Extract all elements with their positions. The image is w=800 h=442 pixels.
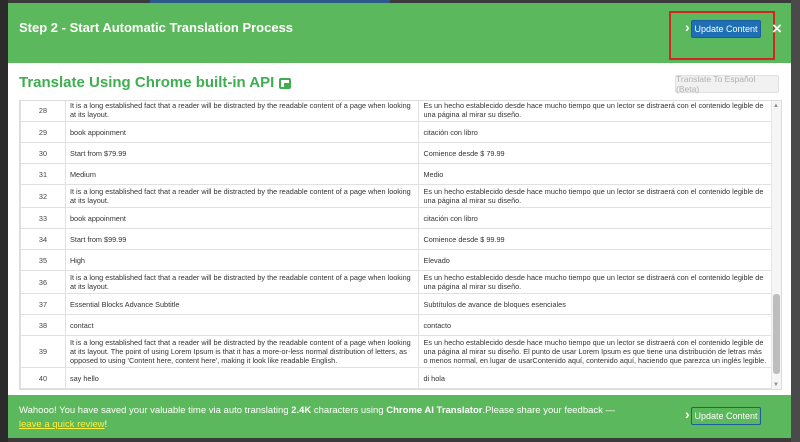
chevron-right-icon: › <box>685 406 791 438</box>
chevron-right-icon: › <box>685 19 690 35</box>
source-text: Start from $79.99 <box>65 143 419 164</box>
translated-text[interactable]: citación con libro <box>419 122 772 143</box>
table-row <box>21 336 772 368</box>
source-text: It is a long established fact that a reader will be distracted by the readable content of a page when looking at its layout. <box>65 185 419 208</box>
table-row <box>21 185 772 208</box>
row-number: 40 <box>21 368 66 389</box>
translation-table <box>20 100 772 389</box>
translation-table-container[interactable] <box>19 100 782 390</box>
translated-text[interactable]: Es un hecho establecido desde hace mucho tiempo que un lector se distraerá con el contenido legible de una página al mirar su diseño. <box>419 185 772 208</box>
translated-text[interactable]: Medio <box>419 164 772 185</box>
row-number: 35 <box>21 250 66 271</box>
feedback-text-part: ! <box>104 419 108 430</box>
table-row <box>21 315 772 336</box>
translated-text[interactable]: contacto <box>419 315 772 336</box>
translated-text[interactable]: Subtítulos de avance de bloques esenciales <box>419 294 772 315</box>
source-text: contact <box>65 315 419 336</box>
translation-modal <box>8 3 791 438</box>
feedback-text-part: Wahooo! You have saved your valuable time via auto translating <box>19 405 292 416</box>
modal-footer <box>8 395 791 438</box>
table-row <box>21 100 772 122</box>
translated-text[interactable]: Comience desde $ 99.99 <box>419 229 772 250</box>
row-number: 31 <box>21 164 66 185</box>
scroll-up-icon[interactable]: ▲ <box>773 103 779 109</box>
row-number: 29 <box>21 122 66 143</box>
translated-text[interactable]: Es un hecho establecido desde hace mucho tiempo que un lector se distraerá con el contenido legible de una página al mirar su diseño. <box>419 271 772 294</box>
translated-text[interactable]: Comience desde $ 79.99 <box>419 143 772 164</box>
source-text: High <box>65 250 419 271</box>
row-number: 37 <box>21 294 66 315</box>
translated-text[interactable]: Elevado <box>419 250 772 271</box>
modal-title: Step 2 - Start Automatic Translation Process <box>19 20 294 35</box>
section-title <box>19 74 291 91</box>
row-number: 30 <box>21 143 66 164</box>
translated-text[interactable]: citación con libro <box>419 208 772 229</box>
update-content-button[interactable]: Update Content <box>691 20 761 38</box>
row-number: 39 <box>21 336 66 368</box>
tool-name: Chrome AI Translator <box>386 405 483 416</box>
table-row <box>21 143 772 164</box>
backdrop-right <box>791 0 800 442</box>
character-count: 2.4K <box>291 405 312 416</box>
table-row <box>21 122 772 143</box>
row-number: 33 <box>21 208 66 229</box>
row-number: 36 <box>21 271 66 294</box>
table-row <box>21 368 772 389</box>
table-row <box>21 164 772 185</box>
source-text: Start from $99.99 <box>65 229 419 250</box>
section-title-text: Translate Using Chrome built-in API <box>19 74 275 91</box>
source-text: Medium <box>65 164 419 185</box>
backdrop-left <box>0 0 8 442</box>
translated-text[interactable]: Es un hecho establecido desde hace mucho tiempo que un lector se distraerá con el contenido legible de una página al mirar su diseño. <box>419 100 772 122</box>
source-text: book appoinment <box>65 208 419 229</box>
translate-icon <box>279 78 291 89</box>
source-text: It is a long established fact that a reader will be distracted by the readable content of a page when looking at its layout. <box>65 271 419 294</box>
modal-header <box>8 3 791 63</box>
scrollbar-thumb[interactable] <box>773 294 780 374</box>
row-number: 32 <box>21 185 66 208</box>
table-scrollbar[interactable] <box>771 101 781 389</box>
source-text: say hello <box>65 368 419 389</box>
scroll-down-icon[interactable]: ▼ <box>773 382 779 388</box>
translated-text[interactable]: Es un hecho establecido desde hace mucho tiempo que un lector se distraerá con el contenido legible de una página al mirar su diseño. El punto de usar Lorem Ipsum es que tiene una distribución de letras más o menos normal, en lugar de usarContenido aquí, contenido aquí, haciendo que parezca un inglés legible. <box>419 336 772 368</box>
feedback-text-part: .Please share your feedback — <box>482 405 616 416</box>
footer-update-content-button[interactable]: Update Content <box>691 407 761 425</box>
table-row <box>21 271 772 294</box>
source-text: book appoinment <box>65 122 419 143</box>
source-text: It is a long established fact that a reader will be distracted by the readable content of a page when looking at its layout. <box>65 100 419 122</box>
source-text: It is a long established fact that a reader will be distracted by the readable content of a page when looking at its layout. The point of using Lorem Ipsum is that it has a more-or-less normal distribution of letters, as opposed to using 'Content here, content here', making it look like readable English. <box>65 336 419 368</box>
feedback-text-part: characters using <box>311 405 387 416</box>
row-number: 34 <box>21 229 66 250</box>
table-row <box>21 294 772 315</box>
feedback-message <box>19 404 659 432</box>
table-row <box>21 229 772 250</box>
table-row <box>21 208 772 229</box>
table-row <box>21 250 772 271</box>
review-link[interactable]: leave a quick review <box>19 419 105 430</box>
close-icon[interactable]: × <box>772 19 782 38</box>
translated-text[interactable]: di hola <box>419 368 772 389</box>
source-text: Essential Blocks Advance Subtitle <box>65 294 419 315</box>
row-number: 38 <box>21 315 66 336</box>
translate-to-spanish-button[interactable]: Translate To Español (Beta) <box>675 75 779 93</box>
row-number: 28 <box>21 100 66 122</box>
